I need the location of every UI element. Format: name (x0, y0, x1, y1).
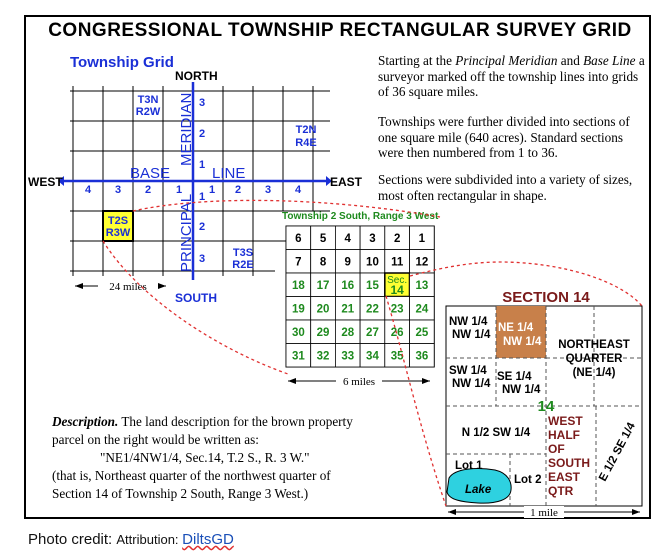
nw-nw-line2: NW 1/4 (452, 329, 491, 341)
author-link[interactable]: DiltsGD (182, 531, 234, 548)
section-number: 13 (415, 279, 429, 292)
section-number: 32 (316, 350, 330, 363)
township-number-s2: 2 (198, 221, 206, 233)
section-number: 7 (295, 256, 302, 269)
nw-nw-line1: NW 1/4 (449, 316, 488, 328)
sw-nw-line1: SW 1/4 (449, 365, 487, 377)
township-section-grid (286, 226, 434, 367)
section-number: 5 (319, 232, 327, 245)
intro-paragraph: Starting at the Principal Meridian and Base Line a surveyor marked off the township lines into grids of 36 square miles. (378, 53, 645, 99)
se-nw-line1: SE 1/4 (497, 371, 532, 383)
range-number-w2: 2 (144, 184, 152, 196)
section-number: 31 (291, 350, 305, 363)
section-number: 6 (295, 232, 302, 245)
label-r4e: R4E (295, 137, 317, 149)
section-number: 27 (366, 326, 379, 339)
section-number: 23 (390, 303, 404, 316)
label-t2n: T2N (295, 124, 317, 136)
ne-nw-line2: NW 1/4 (503, 336, 542, 348)
west-half-line4: SOUTH (548, 456, 590, 470)
section-number: 1 (418, 232, 426, 245)
section-number: 16 (341, 279, 355, 292)
section-14-cell-label: Sec. (387, 275, 408, 286)
label-r3w: R3W (105, 227, 131, 239)
sections-paragraph: Townships were further divided into sections of one square mile (640 acres). Standard sections were then numbered from 1 to 36. (378, 114, 630, 160)
lot-2-label: Lot 2 (514, 474, 542, 486)
section-number: 29 (316, 326, 330, 339)
lake-label: Lake (465, 484, 492, 496)
west-half-line3: OF (548, 442, 565, 456)
e-half-se: E 1/2 SE 1/4 (597, 420, 638, 484)
south-label: SOUTH (175, 291, 217, 305)
base-label: BASE (130, 165, 171, 182)
label-r2w: R2W (135, 106, 161, 118)
scale-1-mile: 1 mile (530, 507, 558, 519)
section-number: 8 (319, 256, 327, 269)
township-number-s1: 1 (198, 191, 206, 203)
section-number: 4 (344, 232, 351, 245)
section-number: 15 (366, 279, 379, 292)
north-label: NORTH (175, 69, 218, 83)
range-number-w4: 4 (84, 184, 92, 196)
label-t2s: T2S (107, 215, 129, 227)
section-number: 11 (391, 256, 404, 269)
photo-credit: Photo credit: Attribution: DiltsGD (28, 531, 234, 548)
lot-1-label: Lot 1 (455, 460, 483, 472)
section-number: 12 (415, 256, 429, 269)
range-number-w3: 3 (114, 184, 122, 196)
se-nw-line2: NW 1/4 (502, 384, 541, 396)
east-label: EAST (330, 175, 363, 189)
scale-24-miles: 24 miles (109, 281, 147, 293)
west-half-line5: EAST (548, 470, 581, 484)
n-half-sw: N 1/2 SW 1/4 (461, 427, 531, 439)
page-title: CONGRESSIONAL TOWNSHIP RECTANGULAR SURVEY GRID (48, 20, 632, 41)
section-number: 24 (415, 303, 429, 316)
ne-quarter-line3: (NE 1/4) (572, 367, 616, 379)
township-number-n3: 3 (198, 97, 206, 109)
section-number: 2 (393, 232, 401, 245)
ne-quarter-line2: QUARTER (565, 353, 623, 365)
section-number: 34 (366, 350, 379, 363)
township-number-n2: 2 (198, 128, 206, 140)
west-half-line6: QTR (548, 484, 574, 498)
range-number-e3: 3 (264, 184, 272, 196)
township-detail-caption: Township 2 South, Range 3 West (282, 211, 439, 222)
section-center-number: 14 (537, 398, 555, 415)
section-number: 3 (369, 232, 376, 245)
label-r2e: R2E (232, 259, 254, 271)
west-half-line1: WEST (548, 414, 583, 428)
range-number-e4: 4 (294, 184, 302, 196)
scale-6-miles: 6 miles (342, 376, 376, 388)
section-number: 21 (341, 303, 355, 316)
section-14-title: SECTION 14 (502, 289, 590, 306)
township-grid-heading: Township Grid (70, 54, 174, 71)
section-number: 20 (316, 303, 330, 316)
township-number-s3: 3 (198, 253, 206, 265)
section-number: 18 (291, 279, 305, 292)
section-number: 33 (341, 350, 355, 363)
principal-label: PRINCIPAL (178, 193, 195, 272)
section-number: 22 (366, 303, 379, 316)
section-number: 17 (316, 279, 330, 292)
township-number-n1: 1 (198, 159, 206, 171)
sw-nw-line2: NW 1/4 (452, 378, 491, 390)
section-number: 28 (341, 326, 355, 339)
ne-nw-line1: NE 1/4 (498, 322, 534, 334)
range-number-e1: 1 (208, 184, 216, 196)
subdivision-paragraph: Sections were subdivided into a variety of sizes, most often rectangular in shape. (378, 172, 633, 203)
section-number: 25 (415, 326, 429, 339)
meridian-label: MERIDIAN (178, 92, 195, 166)
section-number: 36 (415, 350, 429, 363)
section-number: 26 (390, 326, 404, 339)
section-14-cell-number: 14 (390, 283, 404, 297)
label-t3s: T3S (232, 247, 254, 259)
description-paragraph: Description. The land description for the brown property parcel on the right would be written as: "NE1/4NW1/4, Sec.14, T.2 S., R. 3 W." (that is, Northeast quarter of the northwest quarter of Section 14 of Township 2 South, Range 3 West.) (52, 414, 353, 501)
range-number-e2: 2 (234, 184, 242, 196)
section-number: 9 (344, 256, 351, 269)
range-number-w1: 1 (175, 184, 183, 196)
west-label: WEST (28, 175, 63, 189)
section-number: 35 (390, 350, 404, 363)
west-half-line2: HALF (548, 428, 580, 442)
label-t3n: T3N (137, 94, 159, 106)
section-number: 30 (291, 326, 305, 339)
line-label: LINE (212, 165, 246, 182)
section-number: 10 (366, 256, 379, 269)
section-number: 19 (291, 303, 305, 316)
ne-quarter-line1: NORTHEAST (558, 339, 630, 351)
